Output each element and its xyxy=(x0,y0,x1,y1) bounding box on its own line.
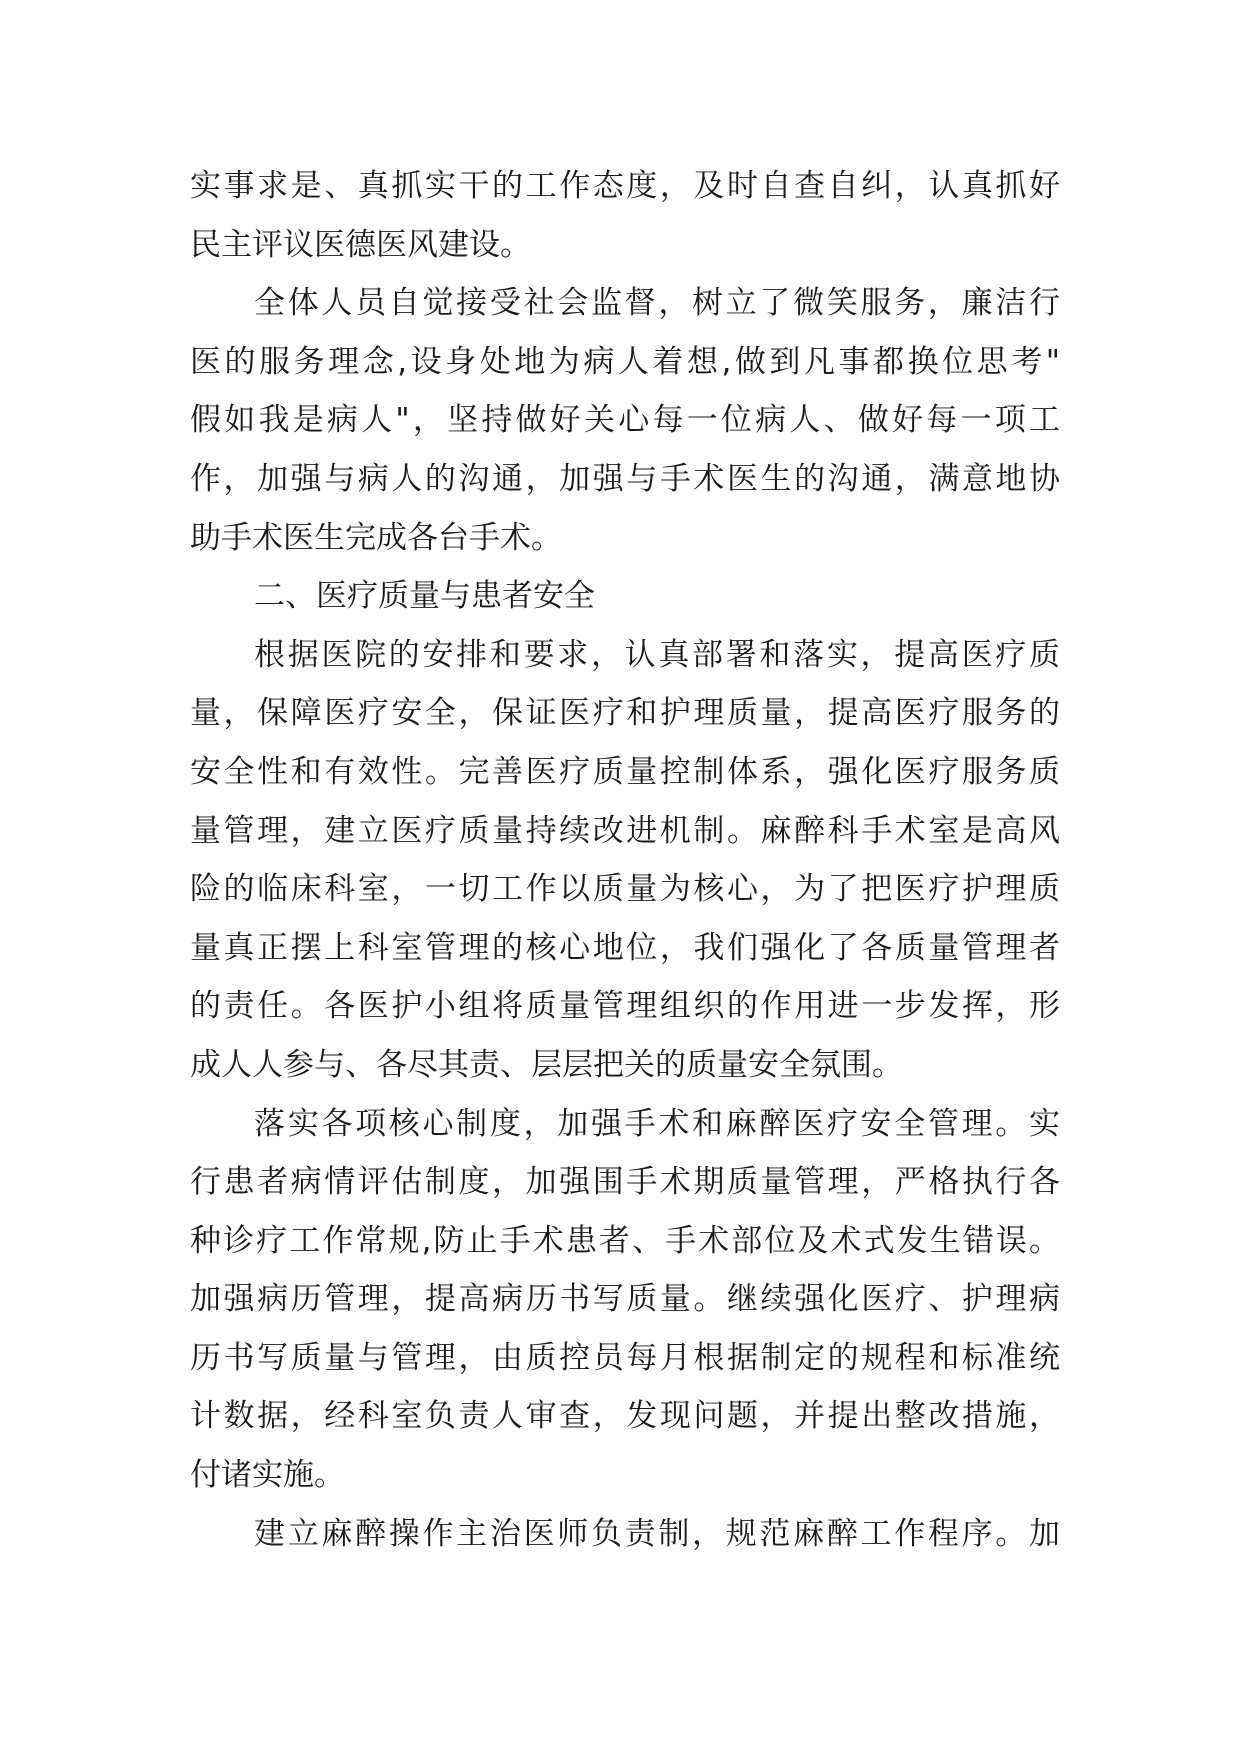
text-line: 落实各项核心制度，加强手术和麻醉医疗安全管理。实 xyxy=(254,1105,1060,1142)
text-line: 安全性和有效性。完善医疗质量控制体系，强化医疗服务质 xyxy=(190,753,1060,790)
text-line: 加强病历管理，提高病历书写质量。继续强化医疗、护理病 xyxy=(190,1281,1060,1318)
text-line: 助手术医生完成各台手术。 xyxy=(190,519,562,556)
text-line: 假如我是病人"，坚持做好关心每一位病人、做好每一项工 xyxy=(190,402,1060,439)
document-body xyxy=(190,157,1060,1563)
text-line: 历书写质量与管理，由质控员每月根据制定的规程和标准统 xyxy=(190,1339,1060,1376)
text-line: 种诊疗工作常规,防止手术患者、手术部位及术式发生错误。 xyxy=(190,1222,1060,1259)
text-line: 量，保障医疗安全，保证医疗和护理质量，提高医疗服务的 xyxy=(190,695,1060,732)
text-line: 二、医疗质量与患者安全 xyxy=(254,578,595,615)
text-line: 民主评议医德医风建设。 xyxy=(190,226,531,263)
text-line: 根据医院的安排和要求，认真部署和落实，提高医疗质 xyxy=(254,636,1060,673)
text-line: 险的临床科室，一切工作以质量为核心，为了把医疗护理质 xyxy=(190,871,1060,908)
text-line: 量真正摆上科室管理的核心地位，我们强化了各质量管理者 xyxy=(190,929,1060,966)
text-line: 量管理，建立医疗质量持续改进机制。麻醉科手术室是高风 xyxy=(190,812,1060,849)
text-line: 全体人员自觉接受社会监督，树立了微笑服务，廉洁行 xyxy=(254,285,1060,322)
text-line: 计数据，经科室负责人审查，发现问题，并提出整改措施， xyxy=(190,1398,1060,1435)
text-line: 医的服务理念,设身处地为病人着想,做到凡事都换位思考" xyxy=(190,343,1060,380)
text-line: 付诸实施。 xyxy=(190,1457,345,1494)
text-line: 建立麻醉操作主治医师负责制，规范麻醉工作程序。加 xyxy=(254,1515,1060,1552)
text-line: 实事求是、真抓实干的工作态度，及时自查自纠，认真抓好 xyxy=(190,168,1060,204)
text-line: 成人人参与、各尽其责、层层把关的质量安全氛围。 xyxy=(190,1046,903,1083)
text-line: 的责任。各医护小组将质量管理组织的作用进一步发挥，形 xyxy=(190,988,1060,1025)
text-line: 行患者病情评估制度，加强围手术期质量管理，严格执行各 xyxy=(190,1164,1060,1201)
text-line: 作，加强与病人的沟通，加强与手术医生的沟通，满意地协 xyxy=(190,460,1060,497)
